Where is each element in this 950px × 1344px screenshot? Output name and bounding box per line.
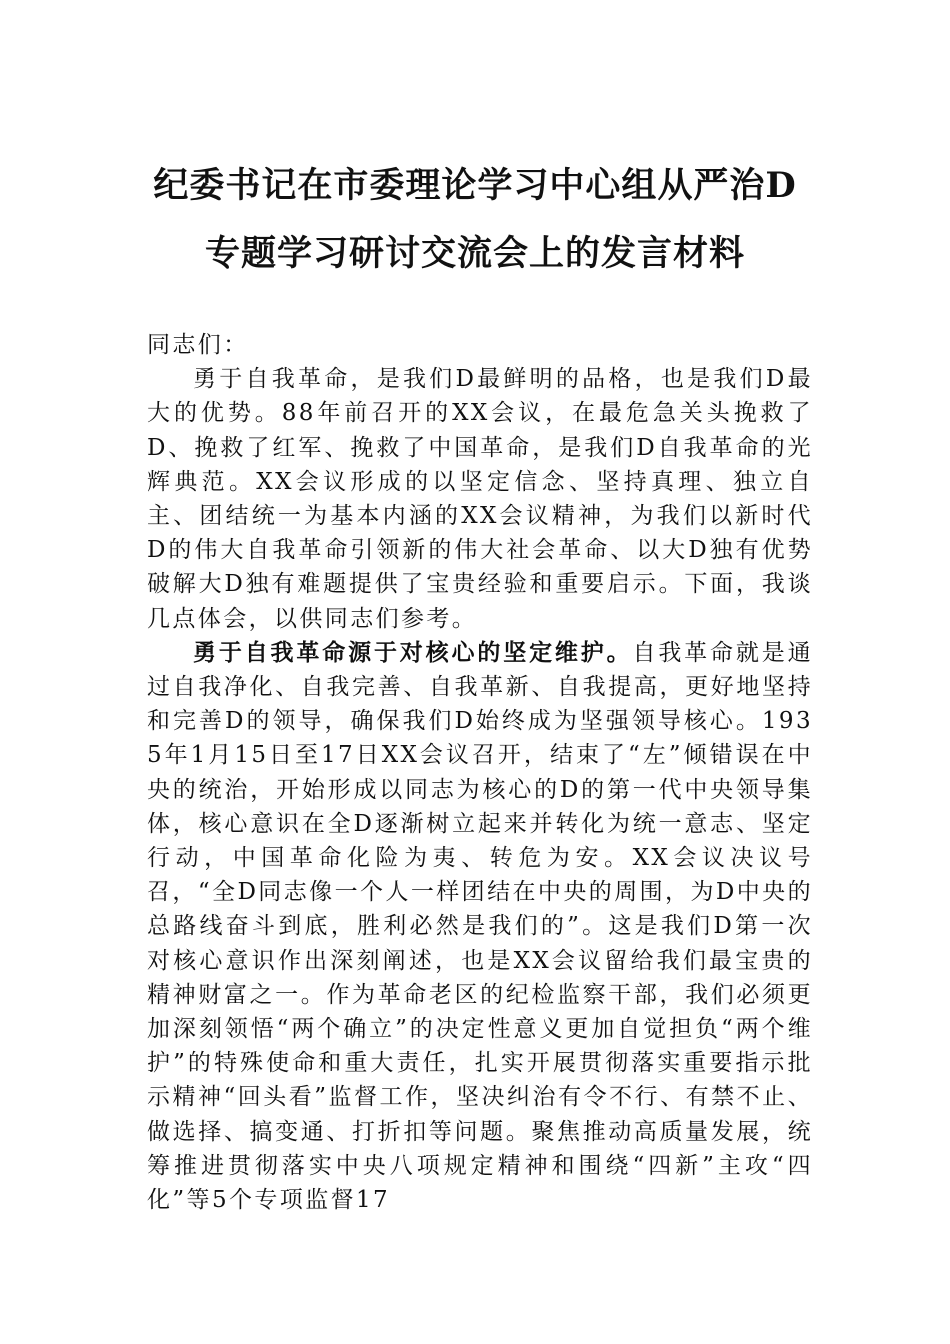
document-title-line-1: 纪委书记在市委理论学习中心组从严治D xyxy=(153,165,797,206)
document-body xyxy=(147,328,813,1217)
paragraph-2-lead: 勇于自我革命源于对核心的坚定维护。 xyxy=(193,638,633,666)
document-title-line-2: 专题学习研讨交流会上的发言材料 xyxy=(204,233,745,274)
paragraph-2-body: 自我革命就是通过自我净化、自我完善、自我革新、自我提高，更好地坚持和完善D的领导，确保我们D始终成为坚强领导核心。1935年1月15日至17日XX会议召开，结束了“左”倾错误在中央的统治，开始形成以同志为核心的D的第一代中央领导集体，核心意识在全D逐渐树立起来并转化为统一意志、坚定行动，中国革命化险为夷、转危为安。XX会议决议号召，“全D同志像一个人一样团结在中央的周围，为D中央的总路线奋斗到底，胜利必然是我们的”。这是我们D第一次对核心意识作出深刻阐述，也是XX会议留给我们最宝贵的精神财富之一。作为革命老区的纪检监察干部，我们必须更加深刻领悟“两个确立”的决定性意义更加自觉担负“两个维护”的特殊使命和重大责任，扎实开展贯彻落实重要指示批示精神“回头看”监督工作，坚决纠治有令不行、有禁不止、做选择、搞变通、打折扣等问题。聚焦推动高质量发展，统筹推进贯彻落实中央八项规定精神和围绕“四新”主攻“四化”等5个专项监督17 xyxy=(147,639,813,1214)
paragraph-2 xyxy=(147,636,813,1217)
salutation: 同志们： xyxy=(147,332,249,358)
paragraph-1: 勇于自我革命，是我们D最鲜明的品格，也是我们D最大的优势。88年前召开的XX会议，在最危急关头挽救了D、挽救了红军、挽救了中国革命，是我们D自我革命的光辉典范。XX会议形成的以坚定信念、坚持真理、独立自主、团结统一为基本内涵的XX会议精神，为我们以新时代D的伟大自我革命引领新的伟大社会革命、以大D独有优势破解大D独有难题提供了宝贵经验和重要启示。下面，我谈几点体会，以供同志们参考。 xyxy=(147,366,813,632)
